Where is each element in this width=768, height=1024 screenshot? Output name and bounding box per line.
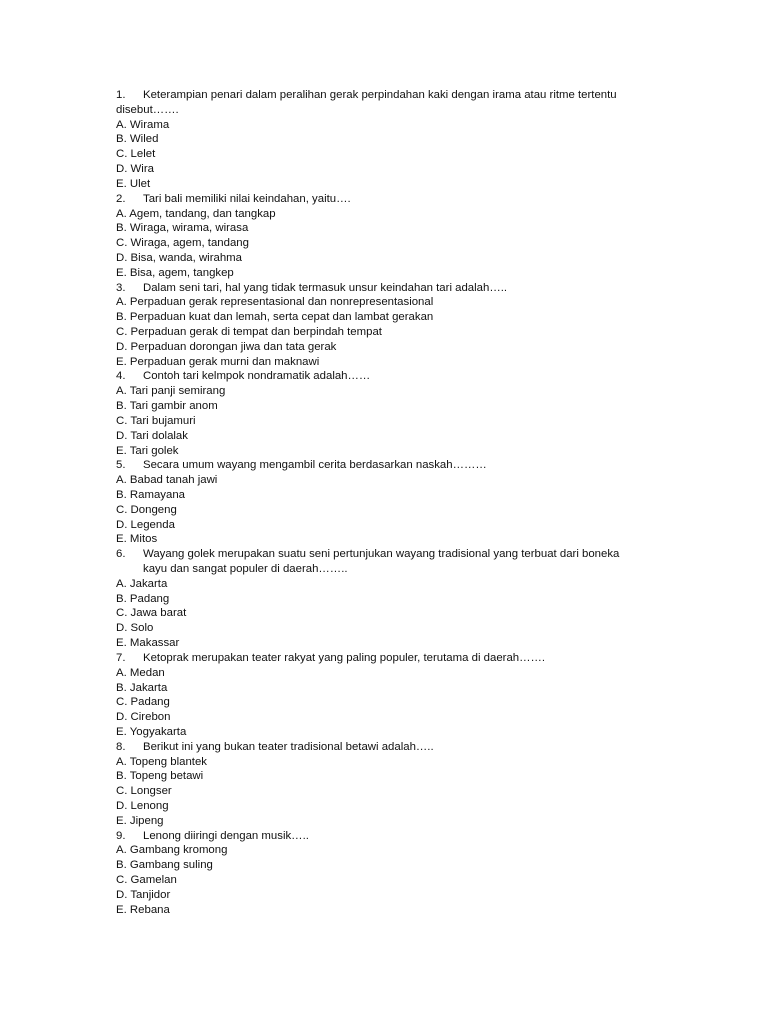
question-stem: Secara umum wayang mengambil cerita berdasarkan naskah……… [143, 459, 487, 472]
answer-option: B. Gambang suling [116, 859, 213, 872]
question-stem: Keterampian penari dalam peralihan gerak perpindahan kaki dengan irama atau ritme tertentu [143, 89, 617, 101]
question-text-continuation [116, 562, 656, 577]
question-number: 9. [116, 829, 126, 842]
answer-option: B. Tari gambir anom [116, 400, 218, 413]
answer-option: A. Jakarta [116, 577, 168, 590]
question-text [116, 458, 656, 473]
question-number: 4. [116, 370, 126, 383]
answer-option: A. Tari panji semirang [116, 385, 226, 398]
answer-option: E. Jipeng [116, 814, 164, 827]
question-stem: Dalam seni tari, hal yang tidak termasuk unsur keindahan tari adalah….. [143, 281, 508, 294]
answer-option: D. Tanjidor [116, 888, 171, 901]
answer-option: C. Padang [116, 696, 170, 709]
answer-option: C. Jawa barat [116, 607, 187, 620]
answer-option: E. Perpaduan gerak murni dan maknawi [116, 355, 320, 368]
answer-option: A. Perpaduan gerak representasional dan nonrepresentasional [116, 296, 434, 309]
question-number: 3. [116, 281, 126, 294]
answer-option: D. Solo [116, 622, 154, 635]
answer-option: B. Ramayana [116, 488, 186, 501]
answer-option: B. Padang [116, 592, 170, 605]
question-text [116, 88, 656, 103]
answer-option: D. Tari dolalak [116, 429, 188, 442]
answer-option: A. Medan [116, 666, 165, 679]
question-stem: Ketoprak merupakan teater rakyat yang paling populer, terutama di daerah……. [143, 651, 546, 664]
question-text [116, 281, 656, 296]
question-text [116, 651, 656, 666]
quiz-content [116, 88, 656, 918]
answer-option: C. Longser [116, 785, 172, 798]
answer-option: E. Tari golek [116, 444, 179, 457]
question-number: 6. [116, 548, 126, 561]
question-text [116, 192, 656, 207]
question-stem: Wayang golek merupakan suatu seni pertunjukan wayang tradisional yang terbuat dari boneka [143, 548, 620, 561]
answer-option: B. Wiraga, wirama, wirasa [116, 222, 249, 235]
answer-option: D. Wira [116, 163, 154, 176]
answer-option: A. Babad tanah jawi [116, 474, 218, 487]
answer-option: C. Lelet [116, 148, 156, 161]
question-number: 2. [116, 192, 126, 205]
question-text-wrap: disebut……. [116, 103, 179, 116]
answer-option: D. Lenong [116, 800, 169, 812]
question-number: 8. [116, 740, 126, 753]
question-stem: Berikut ini yang bukan teater tradisional betawi adalah….. [143, 740, 434, 753]
question-number: 1. [116, 89, 126, 101]
answer-option: B. Topeng betawi [116, 770, 204, 783]
question-stem: Contoh tari kelmpok nondramatik adalah…… [143, 370, 371, 383]
answer-option: D. Bisa, wanda, wirahma [116, 251, 242, 264]
answer-option: D. Perpaduan dorongan jiwa dan tata gerak [116, 340, 337, 353]
answer-option: A. Agem, tandang, dan tangkap [116, 207, 276, 220]
question-stem: kayu dan sangat populer di daerah…….. [143, 563, 348, 575]
question-text [116, 740, 656, 755]
answer-option: A. Wirama [116, 118, 170, 131]
answer-option: E. Bisa, agem, tangkep [116, 266, 234, 279]
answer-option: D. Legenda [116, 518, 175, 531]
answer-option: E. Mitos [116, 533, 158, 546]
answer-option: C. Tari bujamuri [116, 414, 196, 427]
answer-option: C. Wiraga, agem, tandang [116, 237, 249, 250]
answer-option: C. Dongeng [116, 503, 177, 516]
question-text [116, 369, 656, 384]
answer-option: B. Wiled [116, 133, 159, 146]
answer-option: A. Gambang kromong [116, 844, 228, 857]
answer-option: E. Yogyakarta [116, 725, 187, 738]
answer-option: B. Jakarta [116, 681, 168, 694]
answer-option: E. Makassar [116, 637, 180, 650]
answer-option: A. Topeng blantek [116, 755, 207, 768]
answer-option: C. Gamelan [116, 874, 177, 887]
answer-option: B. Perpaduan kuat dan lemah, serta cepat dan lambat gerakan [116, 311, 434, 324]
question-stem: Tari bali memiliki nilai keindahan, yaitu…. [143, 192, 351, 205]
answer-option: D. Cirebon [116, 711, 171, 724]
question-text [116, 547, 656, 562]
question-text [116, 829, 656, 844]
answer-option: C. Perpaduan gerak di tempat dan berpindah tempat [116, 326, 382, 338]
answer-option: E. Ulet [116, 177, 151, 190]
answer-option: E. Rebana [116, 903, 170, 916]
question-number: 5. [116, 459, 126, 472]
question-number: 7. [116, 651, 126, 664]
question-stem: Lenong diiringi dengan musik….. [143, 829, 309, 842]
